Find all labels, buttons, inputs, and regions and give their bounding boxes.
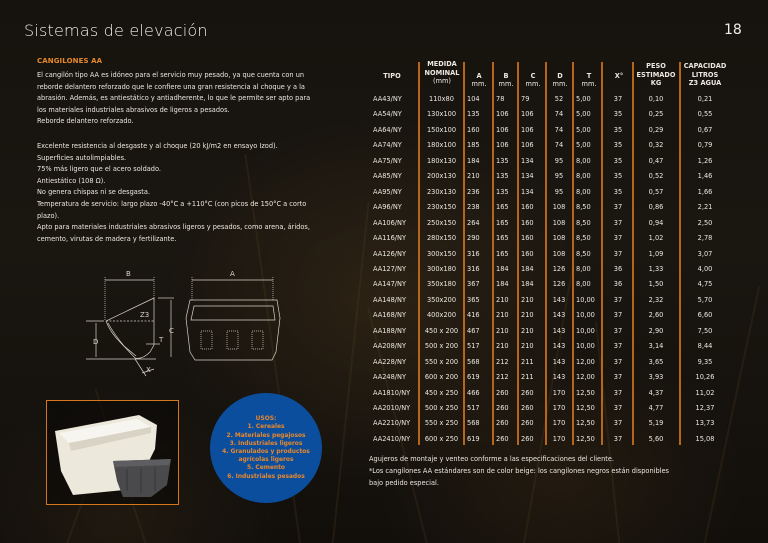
- table-cell: 5,60: [648, 434, 664, 443]
- table-cell: 2,21: [697, 203, 713, 212]
- table-cell: 143: [552, 311, 566, 320]
- table-cell: 210: [496, 342, 509, 351]
- table-cell: 106: [521, 110, 534, 119]
- table-cell: 5,00: [576, 141, 591, 150]
- label-b: B: [126, 270, 131, 278]
- table-cell: 1,02: [648, 234, 664, 243]
- table-cell: 37: [613, 373, 623, 382]
- column-divider: [463, 62, 465, 445]
- table-cell: 300x180: [426, 264, 457, 273]
- table-cell: 8,44: [697, 342, 713, 351]
- cell-tipo: AA248/NY: [373, 373, 406, 382]
- table-cell: 12,50: [576, 388, 595, 397]
- cell-tipo: AA148/NY: [373, 295, 406, 304]
- label-z3: Z3: [140, 311, 150, 319]
- table-cell: 37: [613, 249, 623, 258]
- column-divider: [601, 62, 603, 445]
- text-line: 75% más ligero que el acero soldado.: [37, 165, 161, 174]
- table-cell: 106: [521, 141, 534, 150]
- table-cell: 450 x 200: [424, 326, 459, 335]
- table-cell: 12,50: [576, 434, 595, 443]
- table-cell: 160: [521, 234, 534, 243]
- table-cell: 5,00: [576, 95, 591, 103]
- table-cell: 160: [467, 125, 480, 134]
- cell-tipo: AA96/NY: [373, 203, 402, 212]
- table-cell: 37: [613, 434, 623, 443]
- header-b: B mm.: [498, 72, 514, 88]
- table-cell: 6,60: [697, 311, 713, 320]
- column-divider: [545, 62, 547, 445]
- table-cell: 250x150: [426, 218, 457, 227]
- table-cell: 5,00: [576, 125, 591, 134]
- table-cell: 7,50: [697, 326, 713, 335]
- header-capacidad: CAPACIDAD LITROS Z3 AGUA: [683, 62, 727, 88]
- label-a: A: [230, 270, 235, 278]
- table-cell: 5,19: [648, 419, 664, 428]
- table-cell: 0,94: [648, 218, 664, 227]
- table-cell: 36: [613, 280, 623, 289]
- table-cell: 12,00: [576, 373, 595, 382]
- table-cell: 517: [467, 342, 480, 351]
- table-cell: 365: [467, 295, 480, 304]
- bucket-technical-drawing: [80, 260, 340, 380]
- table-cell: 200x130: [426, 172, 457, 181]
- header-tipo: TIPO: [383, 72, 401, 80]
- description-paragraph-2: [37, 141, 357, 245]
- table-cell: 184: [467, 156, 480, 165]
- table-cell: 2,60: [648, 311, 664, 320]
- table-cell: 35: [613, 156, 623, 165]
- table-cell: 260: [496, 404, 509, 412]
- text-line: abrasión. Además, es antiestático y antiadherente, lo que le permite ser apto para: [37, 94, 311, 103]
- table-cell: 12,50: [576, 404, 595, 412]
- table-cell: 300x150: [426, 249, 457, 258]
- table-cell: 450 x 250: [424, 388, 459, 397]
- header-d: D mm.: [552, 72, 568, 88]
- table-cell: 0,86: [648, 203, 664, 212]
- table-cell: 184: [496, 280, 509, 289]
- table-cell: 37: [613, 342, 623, 351]
- table-cell: 1,09: [648, 249, 664, 258]
- table-cell: 3,07: [697, 249, 713, 258]
- table-cell: 143: [552, 295, 566, 304]
- text-line: El cangilón tipo AA es idóneo para el servicio muy pesado, ya que cuenta con un: [37, 71, 305, 79]
- table-cell: 37: [613, 326, 623, 335]
- table-cell: 106: [521, 125, 534, 134]
- label-d: D: [93, 338, 99, 346]
- table-cell: 12,50: [576, 419, 595, 428]
- label-c: C: [169, 327, 174, 335]
- cell-tipo: AA2410/NY: [373, 434, 411, 443]
- cell-tipo: AA64/NY: [373, 125, 402, 134]
- table-cell: 10,00: [576, 311, 595, 320]
- table-cell: 2,90: [648, 326, 664, 335]
- header-a: A mm.: [471, 72, 487, 88]
- table-cell: 316: [467, 249, 480, 258]
- table-notes: [369, 453, 669, 489]
- table-cell: 211: [521, 373, 534, 382]
- table-cell: 210: [521, 311, 534, 320]
- table-cell: 160: [521, 203, 534, 212]
- table-cell: 238: [467, 203, 480, 212]
- table-cell: 35: [613, 172, 623, 181]
- note-line: *Los cangilones AA estándares son de color beige: los cangilones negros están disponibles: [369, 467, 669, 475]
- table-cell: 210: [496, 326, 509, 335]
- table-cell: 110x80: [429, 95, 454, 103]
- table-cell: 135: [496, 172, 509, 181]
- cell-tipo: AA127/NY: [373, 264, 406, 273]
- table-cell: 126: [552, 264, 566, 273]
- table-cell: 400x200: [426, 311, 457, 320]
- table-cell: 74: [554, 125, 564, 134]
- table-cell: 260: [496, 419, 509, 428]
- table-cell: 165: [496, 203, 509, 212]
- table-cell: 106: [496, 125, 509, 134]
- table-cell: 212: [496, 357, 509, 366]
- table-cell: 4,00: [697, 264, 713, 273]
- table-cell: 134: [521, 172, 534, 181]
- cell-tipo: AA2010/NY: [373, 404, 411, 412]
- table-cell: 170: [552, 404, 566, 412]
- table-cell: 184: [521, 264, 534, 273]
- header-t: T mm.: [581, 72, 597, 88]
- cell-tipo: AA106/NY: [373, 218, 406, 227]
- table-cell: 150x100: [426, 125, 457, 134]
- table-cell: 37: [613, 234, 623, 243]
- cell-tipo: AA74/NY: [373, 141, 402, 150]
- text-line: Temperatura de servicio: largo plazo -40°C a +110°C (con picos de 150°C a corto: [37, 199, 307, 208]
- table-cell: 0,79: [697, 141, 713, 150]
- table-cell: 180x100: [426, 141, 457, 150]
- table-cell: 550 x 250: [424, 419, 459, 428]
- table-cell: 106: [496, 110, 509, 119]
- table-cell: 260: [521, 419, 534, 428]
- table-cell: 600 x 250: [424, 434, 459, 443]
- table-cell: 0,25: [648, 110, 664, 119]
- table-cell: 95: [554, 172, 564, 181]
- table-cell: 230x130: [426, 187, 457, 196]
- table-cell: 212: [496, 373, 509, 382]
- text-line: No genera chispas ni se desgasta.: [37, 188, 150, 197]
- table-cell: 79: [521, 95, 530, 103]
- table-cell: 8,00: [576, 280, 591, 289]
- table-cell: 1,50: [648, 280, 664, 289]
- table-cell: 568: [467, 419, 480, 428]
- table-cell: 95: [554, 187, 564, 196]
- product-photo: [46, 400, 179, 505]
- description-paragraph-1: [37, 70, 357, 128]
- table-cell: 37: [613, 218, 623, 227]
- table-cell: 135: [496, 156, 509, 165]
- table-cell: 0,57: [648, 187, 664, 196]
- cell-tipo: AA188/NY: [373, 326, 406, 335]
- cell-tipo: AA54/NY: [373, 110, 402, 119]
- table-cell: 35: [613, 125, 623, 134]
- column-divider: [492, 62, 494, 445]
- table-cell: 160: [521, 249, 534, 258]
- table-cell: 0,29: [648, 125, 664, 134]
- table-cell: 160: [521, 218, 534, 227]
- table-cell: 37: [613, 203, 623, 212]
- table-cell: 36: [613, 264, 623, 273]
- table-cell: 108: [552, 203, 566, 212]
- header-peso: PESO ESTIMADO KG: [636, 62, 676, 88]
- table-cell: 37: [613, 311, 623, 320]
- header-medida: MEDIDA NOMINAL (mm): [424, 60, 460, 86]
- header-c: C mm.: [525, 72, 541, 88]
- table-cell: 260: [496, 434, 509, 443]
- table-cell: 3,65: [648, 357, 664, 366]
- uses-item: 5. Cemento: [247, 465, 285, 472]
- table-cell: 2,50: [697, 218, 713, 227]
- table-cell: 170: [552, 434, 566, 443]
- table-cell: 619: [467, 434, 480, 443]
- cell-tipo: AA208/NY: [373, 342, 406, 351]
- table-cell: 8,50: [576, 234, 591, 243]
- label-t: T: [159, 336, 164, 344]
- cell-tipo: AA116/NY: [373, 234, 406, 243]
- table-cell: 165: [496, 234, 509, 243]
- table-cell: 210: [496, 311, 509, 320]
- table-cell: 184: [496, 264, 509, 273]
- text-line: Excelente resistencia al desgaste y al choque (20 kJ/m2 en ensayo Izod).: [37, 142, 278, 150]
- uses-circle: [210, 393, 322, 503]
- text-line: Apto para materiales industriales abrasivos ligeros y pesados, como arena, áridos,: [37, 223, 310, 232]
- table-cell: 568: [467, 357, 480, 366]
- cell-tipo: AA43/NY: [373, 95, 402, 103]
- text-line: plazo).: [37, 211, 60, 220]
- uses-item: 3. Industriales ligeros: [229, 440, 303, 447]
- table-cell: 8,50: [576, 249, 591, 258]
- cell-tipo: AA95/NY: [373, 187, 402, 196]
- table-cell: 165: [496, 249, 509, 258]
- table-cell: 350x180: [426, 280, 457, 289]
- table-cell: 135: [496, 187, 509, 196]
- table-cell: 1,46: [697, 172, 713, 181]
- table-cell: 600 x 200: [424, 373, 459, 382]
- table-cell: 416: [467, 311, 480, 320]
- table-cell: 2,78: [697, 234, 713, 243]
- table-cell: 108: [552, 249, 566, 258]
- table-cell: 1,26: [697, 156, 713, 165]
- table-cell: 10,00: [576, 342, 595, 351]
- column-divider: [517, 62, 519, 445]
- table-cell: 95: [554, 156, 564, 165]
- table-cell: 500 x 250: [424, 404, 459, 412]
- uses-item: 6. Industriales pesados: [227, 473, 305, 480]
- table-cell: 0,32: [648, 141, 664, 150]
- table-cell: 316: [467, 264, 480, 273]
- table-cell: 8,00: [576, 187, 591, 196]
- uses-title: USOS:: [255, 416, 277, 423]
- table-cell: 10,26: [695, 373, 715, 382]
- table-cell: 37: [613, 388, 623, 397]
- table-cell: 211: [521, 357, 534, 366]
- table-cell: 4,75: [697, 280, 713, 289]
- table-cell: 13,73: [695, 419, 715, 428]
- text-line: Reborde delantero reforzado.: [37, 117, 134, 126]
- table-cell: 8,50: [576, 203, 591, 212]
- table-cell: 210: [467, 172, 480, 181]
- table-cell: 15,08: [695, 434, 715, 443]
- table-cell: 35: [613, 110, 623, 119]
- table-cell: 4,37: [648, 388, 664, 397]
- table-cell: 5,00: [576, 110, 591, 119]
- table-cell: 210: [521, 295, 534, 304]
- text-line: Antiestático (108 Ω).: [37, 176, 106, 185]
- table-cell: 350x200: [426, 295, 457, 304]
- uses-item: 2. Materiales pegajosos: [226, 432, 306, 439]
- table-cell: 12,37: [695, 404, 715, 412]
- table-cell: 104: [467, 95, 480, 103]
- table-cell: 210: [521, 326, 534, 335]
- table-cell: 2,32: [648, 295, 664, 304]
- uses-item: agrícolas ligeros: [238, 457, 294, 464]
- table-cell: 143: [552, 373, 566, 382]
- table-cell: 0,67: [697, 125, 713, 134]
- table-cell: 3,93: [648, 373, 664, 382]
- table-cell: 466: [467, 388, 480, 397]
- table-cell: 143: [552, 357, 566, 366]
- cell-tipo: AA168/NY: [373, 311, 406, 320]
- table-cell: 230x150: [426, 203, 457, 212]
- cell-tipo: AA2210/NY: [373, 419, 411, 428]
- table-cell: 143: [552, 342, 566, 351]
- table-cell: 9,35: [697, 357, 713, 366]
- uses-item: 4. Granulados y productos: [222, 449, 310, 455]
- table-cell: 135: [467, 110, 480, 119]
- note-line: Agujeros de montaje y venteo conforme a las especificaciones del cliente.: [369, 455, 614, 463]
- table-cell: 35: [613, 187, 623, 196]
- table-cell: 8,00: [576, 172, 591, 181]
- table-cell: 290: [467, 234, 480, 243]
- table-cell: 8,00: [576, 264, 591, 273]
- section-title: CANGILONES AA: [37, 57, 103, 65]
- table-cell: 185: [467, 141, 480, 150]
- table-cell: 37: [613, 295, 623, 304]
- table-cell: 367: [467, 280, 480, 289]
- table-cell: 37: [613, 95, 623, 103]
- table-cell: 0,47: [648, 156, 664, 165]
- table-cell: 10,00: [576, 295, 595, 304]
- table-cell: 37: [613, 357, 623, 366]
- table-cell: 165: [496, 218, 509, 227]
- table-cell: 52: [554, 95, 564, 103]
- text-line: Superficies autolimpiables.: [37, 153, 127, 162]
- page-title: Sistemas de elevación: [24, 21, 208, 40]
- cell-tipo: AA147/NY: [373, 280, 406, 289]
- table-cell: 180x130: [426, 156, 457, 165]
- label-x: X: [146, 366, 151, 374]
- table-cell: 108: [552, 218, 566, 227]
- table-cell: 3,14: [648, 342, 664, 351]
- table-cell: 619: [467, 373, 480, 382]
- table-cell: 37: [613, 404, 623, 412]
- table-cell: 74: [554, 141, 564, 150]
- table-cell: 280x150: [426, 234, 457, 243]
- table-cell: 134: [521, 156, 534, 165]
- table-cell: 0,55: [697, 110, 713, 119]
- table-cell: 108: [552, 234, 566, 243]
- table-cell: 0,10: [648, 95, 664, 103]
- cell-tipo: AA126/NY: [373, 249, 406, 258]
- table-cell: 4,77: [648, 404, 664, 412]
- table-cell: 260: [521, 404, 534, 412]
- table-cell: 106: [496, 141, 509, 150]
- cell-tipo: AA1810/NY: [373, 388, 411, 397]
- table-cell: 35: [613, 141, 623, 150]
- table-cell: 143: [552, 326, 566, 335]
- table-cell: 8,50: [576, 218, 591, 227]
- column-divider: [572, 62, 574, 445]
- table-cell: 1,33: [648, 264, 664, 273]
- cell-tipo: AA228/NY: [373, 357, 406, 366]
- table-cell: 5,70: [697, 295, 713, 304]
- table-cell: 210: [496, 295, 509, 304]
- table-cell: 8,00: [576, 156, 591, 165]
- text-line: los materiales industriales abrasivos de ligeros a pesados.: [37, 105, 230, 114]
- table-cell: 0,52: [648, 172, 664, 181]
- uses-item: 1. Cereales: [247, 424, 285, 431]
- note-line: bajo pedido especial.: [369, 479, 439, 487]
- table-cell: 260: [496, 388, 509, 397]
- table-cell: 170: [552, 388, 566, 397]
- table-cell: 74: [554, 110, 564, 119]
- table-cell: 517: [467, 404, 480, 412]
- table-cell: 134: [521, 187, 534, 196]
- table-cell: 236: [467, 187, 480, 196]
- header-x: X°: [614, 72, 624, 80]
- table-cell: 260: [521, 388, 534, 397]
- cell-tipo: AA75/NY: [373, 156, 402, 165]
- table-cell: 260: [521, 434, 534, 443]
- page-number: 18: [724, 22, 742, 38]
- table-cell: 1,66: [697, 187, 713, 196]
- table-cell: 0,21: [697, 95, 713, 103]
- text-line: cemento, virutas de madera y fertilizante.: [37, 234, 177, 243]
- table-cell: 184: [521, 280, 534, 289]
- table-cell: 12,00: [576, 357, 595, 366]
- table-cell: 10,00: [576, 326, 595, 335]
- table-cell: 37: [613, 419, 623, 428]
- table-cell: 264: [467, 218, 480, 227]
- cell-tipo: AA85/NY: [373, 172, 402, 181]
- table-cell: 467: [467, 326, 480, 335]
- table-cell: 78: [496, 95, 505, 103]
- table-cell: 170: [552, 419, 566, 428]
- text-line: reborde delantero reforzado que le confiere una gran resistencia al choque y a la: [37, 82, 305, 91]
- table-cell: 126: [552, 280, 566, 289]
- table-cell: 550 x 200: [424, 357, 459, 366]
- table-cell: 500 x 200: [424, 342, 459, 351]
- table-cell: 11,02: [695, 388, 715, 397]
- table-cell: 210: [521, 342, 534, 351]
- table-cell: 130x100: [426, 110, 457, 119]
